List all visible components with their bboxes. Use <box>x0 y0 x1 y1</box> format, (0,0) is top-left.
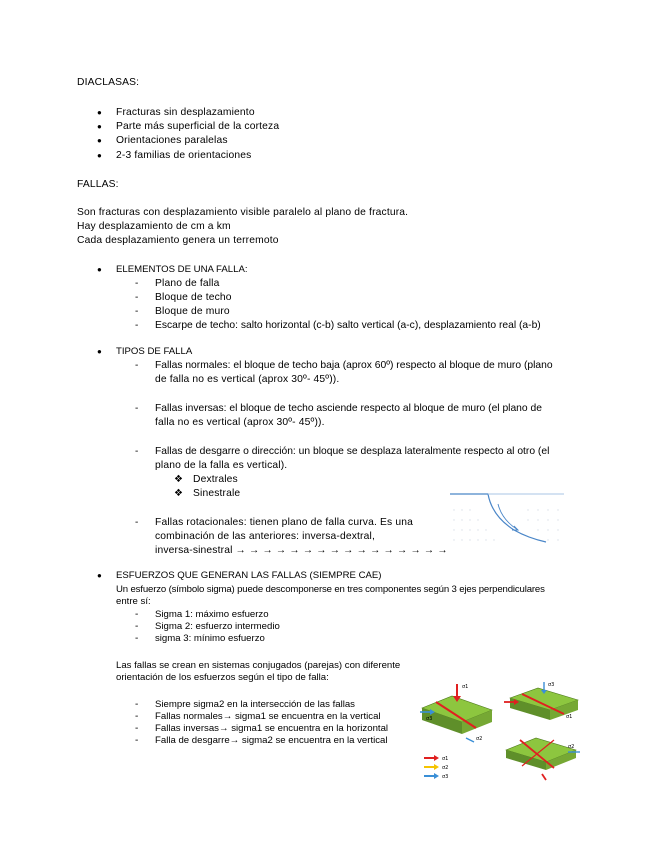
rotational-fault-figure <box>448 486 568 548</box>
sigma-label: σ3 <box>426 716 433 722</box>
list-item: Plano de falla <box>155 278 220 289</box>
list-item: Escarpe de techo: salto horizontal (c-b) salto vertical (a-c), desplazamiento real (a-b) <box>155 320 541 331</box>
sigma-label: σ1 <box>462 684 469 690</box>
paragraph-line: entre sí: <box>116 596 151 607</box>
dash-icon: - <box>135 446 139 457</box>
dash-icon: - <box>135 403 139 414</box>
bullet-icon: ● <box>97 108 102 117</box>
dash-icon: - <box>135 699 139 710</box>
diagram-legend <box>424 755 448 780</box>
paragraph-line: Fallas rotacionales: tienen plano de falla curva. Es una <box>155 517 413 528</box>
paragraph-line: Fallas inversas: el bloque de techo asciende respecto al bloque de muro (el plano de <box>155 403 542 414</box>
dash-icon: - <box>135 735 139 746</box>
sigma-label: σ1 <box>566 714 573 720</box>
list-item: Siempre sigma2 en la intersección de las fallas <box>155 699 355 710</box>
list-item: 2-3 familias de orientaciones <box>116 150 252 161</box>
paragraph-line: plano de la falla es vertical). <box>155 460 288 471</box>
bullet-icon: ● <box>97 571 102 580</box>
diamond-bullet-icon: ❖ <box>174 474 183 485</box>
fallas-intro-line: Cada desplazamiento genera un terremoto <box>77 235 279 246</box>
dash-icon: - <box>135 633 139 644</box>
list-item: Orientaciones paralelas <box>116 135 228 146</box>
list-item: Fallas inversas→ sigma1 se encuentra en la horizontal <box>155 723 389 734</box>
list-item: sigma 3: mínimo esfuerzo <box>155 633 265 644</box>
paragraph-line: falla no es vertical (aprox 30º- 45º)). <box>155 417 325 428</box>
sigma-label: σ2 <box>568 744 575 750</box>
diaclasas-title: DIACLASAS: <box>77 77 140 88</box>
normal-fault-block <box>420 684 492 742</box>
dash-icon: - <box>135 292 139 303</box>
fallas-title: FALLAS: <box>77 179 119 190</box>
fallas-intro-line: Hay desplazamiento de cm a km <box>77 221 231 232</box>
paragraph-line: Las fallas se crean en sistemas conjugados (parejas) con diferente <box>116 660 401 671</box>
dash-icon: - <box>135 621 139 632</box>
list-item: Bloque de muro <box>155 306 230 317</box>
dash-icon: - <box>135 609 139 620</box>
dash-icon: - <box>135 320 139 331</box>
bullet-icon: ● <box>97 347 102 356</box>
list-item: Sigma 1: máximo esfuerzo <box>155 609 269 620</box>
paragraph-line: Un esfuerzo (símbolo sigma) puede descomponerse en tres componentes según 3 ejes perpendiculares <box>116 584 545 595</box>
sigma-label: σ3 <box>548 682 555 688</box>
dash-icon: - <box>135 711 139 722</box>
paragraph-line: de falla no es vertical (aprox 30º- 45º)). <box>155 374 340 385</box>
dash-icon: - <box>135 360 139 371</box>
paragraph-line: inversa-sinestral → → → → → → → → → → → → → → → → <box>155 545 448 556</box>
list-item: Bloque de techo <box>155 292 232 303</box>
tipos-title: TIPOS DE FALLA <box>116 346 193 357</box>
diamond-bullet-icon: ❖ <box>174 488 183 499</box>
dash-icon: - <box>135 517 139 528</box>
paragraph-line: combinación de las anteriores: inversa-dextral, <box>155 531 375 542</box>
fault-stress-diagram <box>418 680 583 784</box>
fallas-intro-line: Son fracturas con desplazamiento visible paralelo al plano de fractura. <box>77 207 409 218</box>
bullet-icon: ● <box>97 265 102 274</box>
list-item: Fracturas sin desplazamiento <box>116 107 255 118</box>
esfuerzos-title: ESFUERZOS QUE GENERAN LAS FALLAS (SIEMPRE CAE) <box>116 570 382 581</box>
legend-label: σ1 <box>442 756 449 762</box>
list-item: Dextrales <box>193 474 238 485</box>
sigma-label: σ2 <box>476 736 483 742</box>
list-item: Fallas normales→ sigma1 se encuentra en la vertical <box>155 711 381 722</box>
list-item: Parte más superficial de la corteza <box>116 121 280 132</box>
dash-icon: - <box>135 723 139 734</box>
list-item: Falla de desgarre→ sigma2 se encuentra en la vertical <box>155 735 388 746</box>
legend-label: σ2 <box>442 765 449 771</box>
paragraph-line: Fallas normales: el bloque de techo baja (aprox 60º) respecto al bloque de muro (plano <box>155 360 553 371</box>
bullet-icon: ● <box>97 122 102 131</box>
list-item: Sinestrale <box>193 488 241 499</box>
elementos-title: ELEMENTOS DE UNA FALLA: <box>116 264 248 275</box>
bullet-icon: ● <box>97 136 102 145</box>
paragraph-line: orientación de los esfuerzos según el tipo de falla: <box>116 672 329 683</box>
dash-icon: - <box>135 278 139 289</box>
paragraph-line: Fallas de desgarre o dirección: un bloque se desplaza lateralmente respecto al otro (el <box>155 446 550 457</box>
list-item: Sigma 2: esfuerzo intermedio <box>155 621 280 632</box>
dash-icon: - <box>135 306 139 317</box>
legend-label: σ3 <box>442 774 449 780</box>
bullet-icon: ● <box>97 151 102 160</box>
